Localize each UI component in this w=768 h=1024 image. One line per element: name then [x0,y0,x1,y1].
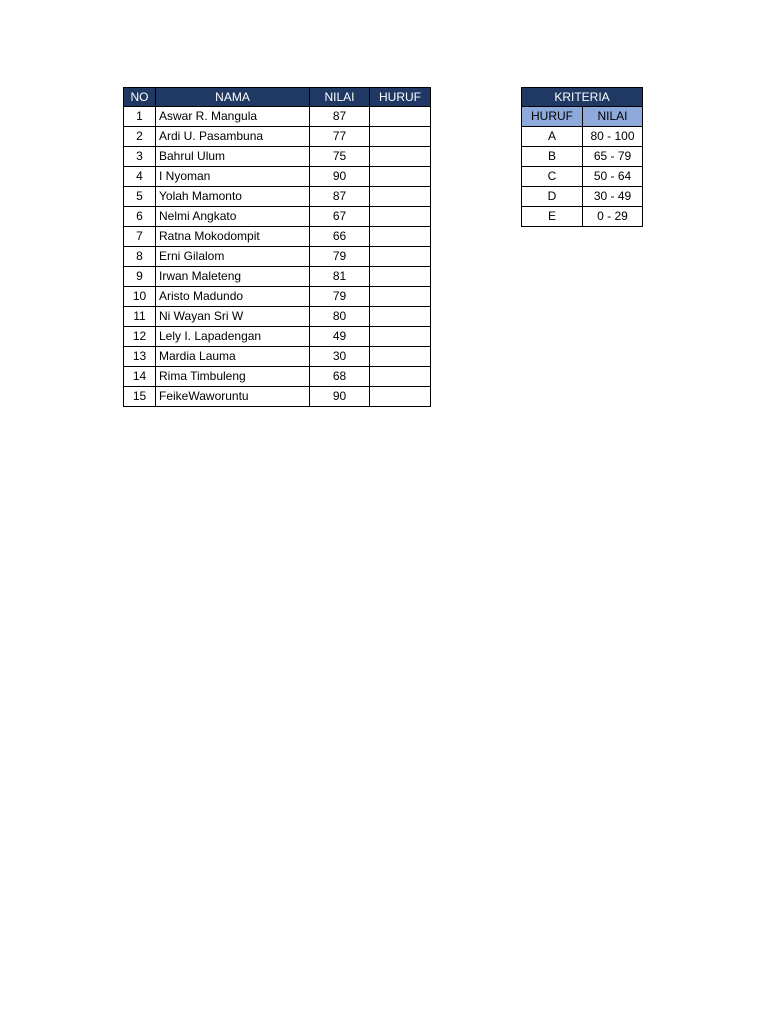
cell-nilai: 66 [310,227,370,247]
kriteria-cell-nilai: 80 - 100 [583,127,643,147]
cell-huruf[interactable] [370,207,431,227]
cell-huruf[interactable] [370,287,431,307]
kriteria-row [522,167,643,187]
header-no: NO [124,88,156,107]
cell-nama: Nelmi Angkato [156,207,310,227]
kriteria-title-row [522,88,643,107]
cell-nama: Ratna Mokodompit [156,227,310,247]
cell-nama: Aswar R. Mangula [156,107,310,127]
cell-huruf[interactable] [370,187,431,207]
kriteria-cell-nilai: 0 - 29 [583,207,643,227]
table-row [124,247,431,267]
cell-nilai: 87 [310,187,370,207]
cell-nilai: 87 [310,107,370,127]
kriteria-row [522,147,643,167]
cell-huruf[interactable] [370,347,431,367]
cell-no: 8 [124,247,156,267]
table-row [124,367,431,387]
cell-huruf[interactable] [370,107,431,127]
kriteria-row [522,127,643,147]
cell-no: 12 [124,327,156,347]
table-row [124,387,431,407]
cell-nama: Ardi U. Pasambuna [156,127,310,147]
table-row [124,107,431,127]
cell-nilai: 49 [310,327,370,347]
cell-huruf[interactable] [370,367,431,387]
cell-nilai: 81 [310,267,370,287]
cell-nama: Irwan Maleteng [156,267,310,287]
cell-nama: Ni Wayan Sri W [156,307,310,327]
cell-huruf[interactable] [370,127,431,147]
cell-no: 15 [124,387,156,407]
cell-no: 13 [124,347,156,367]
cell-nilai: 90 [310,387,370,407]
header-nilai: NILAI [310,88,370,107]
cell-nama: Lely I. Lapadengan [156,327,310,347]
table-row [124,167,431,187]
cell-nilai: 90 [310,167,370,187]
table-row [124,127,431,147]
header-nama: NAMA [156,88,310,107]
nilai-header-row [124,88,431,107]
cell-huruf[interactable] [370,247,431,267]
table-row [124,287,431,307]
kriteria-title: KRITERIA [522,88,643,107]
cell-nilai: 79 [310,287,370,307]
table-row [124,207,431,227]
cell-huruf[interactable] [370,307,431,327]
cell-nama: Bahrul Ulum [156,147,310,167]
cell-nama: Mardia Lauma [156,347,310,367]
cell-nilai: 80 [310,307,370,327]
cell-no: 10 [124,287,156,307]
kriteria-header-huruf: HURUF [522,107,583,127]
cell-no: 11 [124,307,156,327]
cell-huruf[interactable] [370,327,431,347]
cell-nilai: 30 [310,347,370,367]
kriteria-cell-huruf: C [522,167,583,187]
kriteria-row [522,207,643,227]
cell-nama: Aristo Madundo [156,287,310,307]
cell-huruf[interactable] [370,227,431,247]
cell-nilai: 79 [310,247,370,267]
cell-nilai: 75 [310,147,370,167]
nilai-table [123,87,431,407]
cell-no: 3 [124,147,156,167]
kriteria-cell-nilai: 30 - 49 [583,187,643,207]
kriteria-cell-nilai: 65 - 79 [583,147,643,167]
cell-nilai: 77 [310,127,370,147]
table-row [124,187,431,207]
cell-nilai: 67 [310,207,370,227]
cell-no: 6 [124,207,156,227]
cell-nama: Yolah Mamonto [156,187,310,207]
table-row [124,147,431,167]
table-row [124,267,431,287]
cell-nama: I Nyoman [156,167,310,187]
kriteria-cell-huruf: A [522,127,583,147]
cell-nama: Rima Timbuleng [156,367,310,387]
kriteria-cell-huruf: D [522,187,583,207]
kriteria-header-row [522,107,643,127]
cell-nama: FeikeWaworuntu [156,387,310,407]
kriteria-header-nilai: NILAI [583,107,643,127]
cell-huruf[interactable] [370,267,431,287]
header-huruf: HURUF [370,88,431,107]
kriteria-body [522,127,643,227]
cell-no: 4 [124,167,156,187]
table-row [124,307,431,327]
cell-nilai: 68 [310,367,370,387]
cell-no: 7 [124,227,156,247]
cell-no: 2 [124,127,156,147]
kriteria-cell-nilai: 50 - 64 [583,167,643,187]
kriteria-row [522,187,643,207]
cell-huruf[interactable] [370,147,431,167]
kriteria-cell-huruf: B [522,147,583,167]
nilai-body [124,107,431,407]
table-row [124,327,431,347]
cell-no: 1 [124,107,156,127]
cell-nama: Erni Gilalom [156,247,310,267]
cell-huruf[interactable] [370,387,431,407]
table-row [124,227,431,247]
cell-huruf[interactable] [370,167,431,187]
cell-no: 9 [124,267,156,287]
table-row [124,347,431,367]
cell-no: 14 [124,367,156,387]
cell-no: 5 [124,187,156,207]
kriteria-cell-huruf: E [522,207,583,227]
kriteria-table [521,87,643,227]
